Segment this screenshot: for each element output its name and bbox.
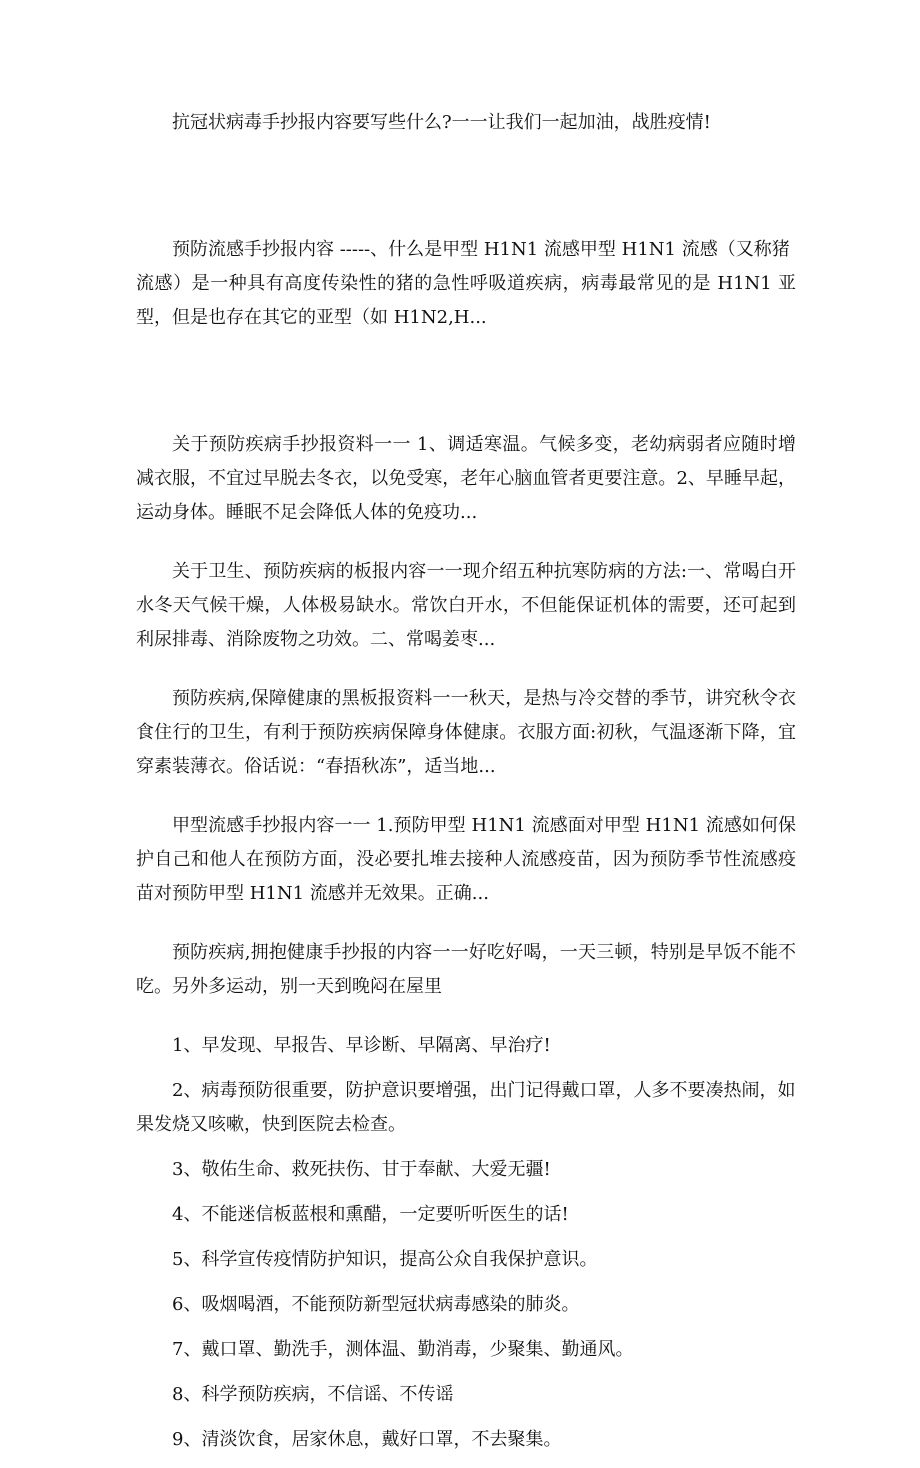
- paragraph-flu: [136, 165, 796, 403]
- list-item-2: 2、病毒预防很重要，防护意识要增强，出门记得戴口罩，人多不要凑热闹，如果发烧又咳嗽，快到医院去检查。: [136, 1080, 796, 1135]
- list-item-1: 1、早发现、早报告、早诊断、早隔离、早治疗!: [172, 1035, 551, 1056]
- paragraph-hygiene-board: 关于卫生、预防疾病的板报内容一一现介绍五种抗寒防病的方法:一、常喝白开水冬天气候干燥，人体极易缺水。常饮白开水，不但能保证机体的需要，还可起到利尿排毒、消除废物之功效。二、常喝姜枣...: [136, 561, 796, 650]
- list-item-4: 4、不能迷信板蓝根和熏醋，一定要听听医生的话!: [172, 1204, 569, 1225]
- paragraph-disease-prevention: 关于预防疾病手抄报资料一一 1、调适寒温。气候多变，老幼病弱者应随时增减衣服，不宜过早脱去冬衣，以免受寒，老年心脑血管者更要注意。2、早睡早起，运动身体。睡眠不足会降低人体的免疫功...: [136, 434, 796, 523]
- list-item-9: 9、清淡饮食，居家休息，戴好口罩，不去聚集。: [172, 1429, 562, 1450]
- list-item-7: 7、戴口罩、勤洗手，测体温、勤消毒，少聚集、勤通风。: [172, 1339, 634, 1360]
- document-body: [136, 106, 796, 1468]
- list-item-3: 3、敬佑生命、救死扶伤、甘于奉献、大爱无疆!: [172, 1159, 551, 1180]
- list-item-8: 8、科学预防疾病，不信谣、不传谣: [172, 1384, 454, 1405]
- intro-line: 抗冠状病毒手抄报内容要写些什么?一一让我们一起加油，战胜疫情!: [172, 112, 711, 133]
- paragraph-blackboard: 预防疾病,保障健康的黑板报资料一一秋天，是热与冷交替的季节，讲究秋令衣食住行的卫生，有利于预防疾病保障身体健康。衣服方面:初秋，气温逐渐下降，宜穿素装薄衣。俗话说：“春捂秋冻”，适当地...: [136, 688, 796, 777]
- paragraph-healthy-life: 预防疾病,拥抱健康手抄报的内容一一好吃好喝，一天三顿，特别是早饭不能不吃。另外多运动，别一天到晚闷在屋里: [136, 942, 796, 997]
- list-item-6: 6、吸烟喝酒，不能预防新型冠状病毒感染的肺炎。: [172, 1294, 580, 1315]
- list-item-5: 5、科学宣传疫情防护知识，提高公众自我保护意识。: [172, 1249, 598, 1270]
- paragraph-flu-first-line: 预防流感手抄报内容 -----、什么是甲型 H1N1 流感甲型 H1N1 流感（又称猪: [172, 239, 790, 260]
- paragraph-flu-rest: 流感）是一种具有高度传染性的猪的急性呼吸道疾病，病毒最常见的是 H1N1 亚型，但是也存在其它的亚型（如 H1N2,H...: [136, 273, 796, 328]
- paragraph-h1n1: 甲型流感手抄报内容一一 1.预防甲型 H1N1 流感面对甲型 H1N1 流感如何保护自己和他人在预防方面，没必要扎堆去接种人流感疫苗，因为预防季节性流感疫苗对预防甲型 H1N1 流感并无效果。正确...: [136, 815, 796, 904]
